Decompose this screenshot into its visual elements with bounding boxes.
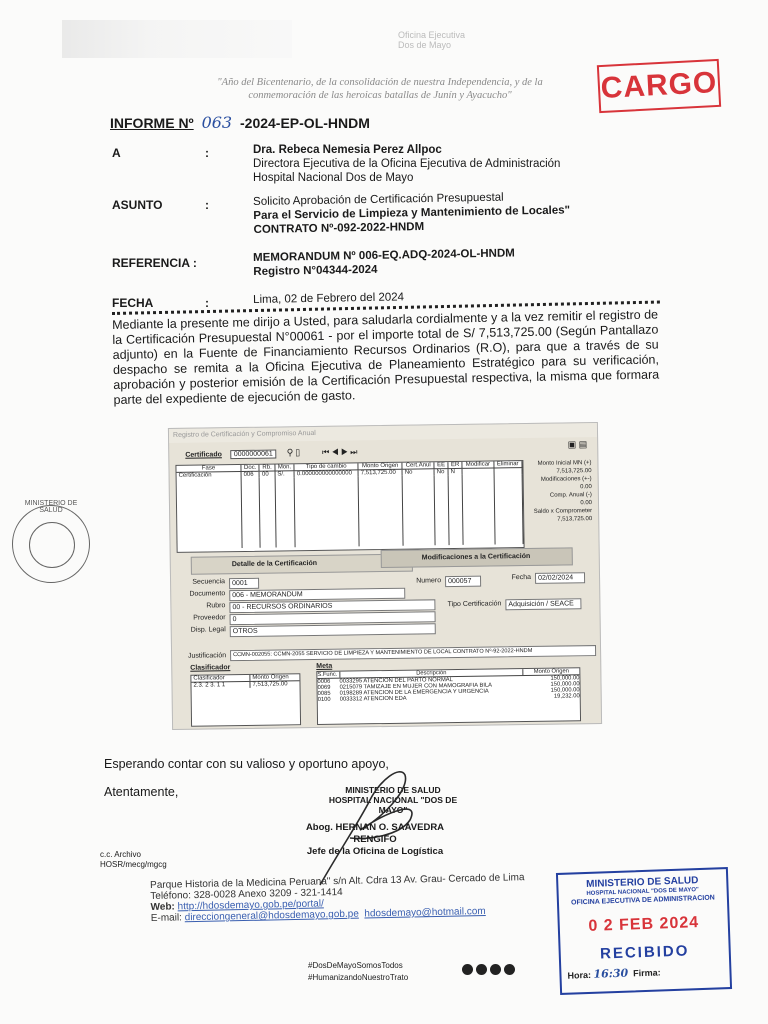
field-value-referencia [253, 246, 515, 279]
documento-label: Documento [189, 590, 226, 598]
meta-table [316, 667, 581, 725]
field-label-a: A [112, 146, 121, 160]
justificacion-label: Justificación [187, 652, 227, 660]
amount-value: 0.00 [580, 484, 592, 491]
meta-cell: 0085 [317, 690, 331, 697]
amount-label: Monto Inicial MN (+) [537, 460, 592, 467]
cc-block [100, 850, 167, 870]
grid-cell: 00 [259, 471, 274, 478]
disp-legal-field: OTROS [230, 623, 436, 637]
report-label: INFORME Nº [110, 115, 194, 131]
tipo-cert-label: Tipo Certificación [447, 600, 502, 609]
twitter-icon[interactable] [476, 964, 487, 975]
stamp-hora-firma [567, 965, 661, 981]
grid-cell: No [402, 469, 434, 476]
amount-value: 0.00 [580, 500, 593, 507]
subject-line3: CONTRATO Nº-092-2022-HNDM [253, 221, 425, 236]
grid-header: Rb. [259, 465, 274, 472]
field-label-referencia: REFERENCIA : [112, 256, 197, 270]
secuencia-field: 0001 [229, 578, 259, 589]
grid-cell: Certificación [177, 472, 242, 479]
amount-label: Modificaciones (+-) [540, 476, 592, 483]
header-office-name [398, 30, 465, 50]
secuencia-label: Secuencia [192, 578, 226, 586]
tab-modificaciones[interactable]: Modificaciones a la Certificación [381, 547, 573, 568]
seal-emblem-icon [29, 522, 75, 568]
footer-email-link[interactable]: direcciongeneral@hdosdemayo.gob.pe [184, 908, 359, 924]
hashtag: #DosDeMayoSomosTodos [308, 961, 403, 970]
cc-line2: HOSR/mecg/mgcg [100, 860, 167, 869]
report-suffix: -2024-EP-OL-HNDM [240, 115, 370, 131]
addressee-org: Hospital Nacional Dos de Mayo [253, 172, 414, 184]
clasificador-title: Clasificador [190, 664, 231, 672]
footer-phone: Teléfono: 328-0028 Anexo 3209 - 321-1414 [150, 886, 343, 902]
subject-line1: Solicito Aprobación de Certificación Presupuestal [253, 191, 504, 208]
meta-cell: 0033312 ATENCION EDA [339, 695, 407, 703]
meta-cell: 0215079 TAMIZAJE EN MUJER CON MAMOGRAFIA BILA [339, 682, 493, 691]
year-motto [170, 76, 590, 102]
body-paragraph: Mediante la presente me dirijo a Usted, para saludarla cordialmente y a la vez remitir el registro de la Certificación Presupuestal N°00061 - por el importe total de S/ 7,513,725.00 (Según Pantallazo adjunto) en la Fuente de Financiamiento Recursos Ordinarios (R.O), para que a través de su despacho se remita a la Oficina Ejecutiva de Planeamiento Estratégico para su verificación, aprobación y posterior emisión de la Certificación Presupuestal respectiva, la misma que formara parte del expediente de ejecución de gasto. [112, 307, 660, 407]
grid-cell: No [434, 469, 448, 476]
meta-cell: 0198289 ATENCION DE LA EMERGENCIA Y URGENCIA [339, 688, 489, 697]
grid-header: Fase [176, 465, 241, 472]
clasificador-table [190, 673, 301, 727]
colon: : [205, 296, 209, 310]
clasificador-header: Clasificador [191, 675, 250, 682]
footer-email-link-2[interactable]: hdosdemayo@hotmail.com [364, 905, 486, 920]
grid-header: Doc. [241, 465, 260, 472]
cargo-stamp: CARGO [597, 59, 721, 113]
footer-web-label: Web: [150, 901, 175, 913]
footer-email-label: E-mail: [150, 912, 183, 924]
header-office-line2: Dos de Mayo [398, 40, 452, 50]
field-label-fecha: FECHA [112, 296, 154, 310]
reference-line2: Registro N°04344-2024 [253, 263, 378, 278]
meta-cell: 150,000.00 [550, 687, 580, 694]
meta-header: Monto Origen [533, 668, 569, 675]
grid-header: Mon. [275, 464, 295, 471]
header-logo [62, 20, 292, 58]
grid-cell: S/. [275, 471, 295, 478]
document-icon: ▯ [295, 447, 301, 458]
disp-legal-label: Disp. Legal [190, 626, 226, 634]
stamp-line2: HOSPITAL NACIONAL "DOS DE MAYO" [586, 887, 699, 897]
grid-cell: N [448, 468, 462, 475]
signatory-name: Abog. HERNAN O. SAAVEDRA RENGIFO [305, 822, 445, 845]
hashtags [308, 960, 408, 984]
screenshot-title: Registro de Certificación y Compromiso Anual [169, 423, 597, 443]
certificate-control [185, 446, 357, 459]
addressee-name: Dra. Rebeca Nemesia Perez Allpoc [253, 144, 442, 156]
colon: : [205, 146, 209, 160]
meta-cell: 0069 [317, 684, 331, 691]
report-number [110, 113, 370, 132]
reference-line1: MEMORANDUM Nº 006-EQ.ADQ-2024-OL-HNDM [253, 247, 515, 264]
addressee-title: Directora Ejecutiva de la Oficina Ejecutiva de Administración [253, 158, 561, 170]
certificate-number: 0000000061 [230, 450, 277, 460]
amount-value: 7,513,725.00 [556, 468, 592, 475]
nav-arrows-icon: ⏮ ◀ ▶ ⏭ [322, 447, 358, 457]
grid-header: Monto Origen [358, 463, 402, 470]
tipo-cert-field: Adquisición / SEACE [505, 598, 581, 610]
stamp-firma-label: Firma: [633, 967, 661, 979]
meta-cell: 150,000.00 [550, 681, 580, 688]
proveedor-field: 0 [230, 611, 436, 625]
motto-line1: "Año del Bicentenario, de la consolidación de nuestra Independencia, y de la [217, 77, 543, 88]
closing-greeting: Esperando contar con su valioso y oportuno apoyo, [104, 757, 389, 771]
amount-label: Comp. Anual (-) [549, 492, 592, 499]
search-icon: ⚲ [286, 447, 294, 458]
subject-line2: Para el Servicio de Limpieza y Mantenimiento de Locales" [253, 204, 571, 222]
grid-header: Modificar [462, 461, 493, 468]
stamp-recibido: RECIBIDO [599, 942, 690, 963]
certification-screenshot [168, 422, 602, 730]
hashtag: #HumanizandoNuestroTrato [308, 973, 409, 982]
signatory [290, 822, 460, 858]
seal-text: MINISTERIO DE SALUD [24, 500, 78, 514]
meta-header: S.Func. [317, 672, 340, 678]
grid-header: Eliminar [493, 461, 522, 468]
rubro-field: 00 - RECURSOS ORDINARIOS [229, 599, 435, 613]
clasificador-cell: 7,513,725.00 [252, 681, 288, 688]
grid-header: ER [448, 462, 462, 469]
tab-detalle[interactable]: Detalle de la Certificación [191, 554, 413, 575]
rubro-label: Rubro [206, 602, 226, 610]
amounts-panel [529, 459, 592, 524]
meta-cell: 0006 [317, 678, 331, 685]
grid-header: EE [434, 462, 448, 469]
certificate-grid [175, 460, 524, 553]
stamp-hora-value: 16:30 [593, 966, 629, 981]
stamp-hora-label: Hora: [567, 969, 592, 981]
amount-label: Saldo x Comprometer [533, 508, 593, 515]
documento-field: 006 - MEMORANDUM [229, 588, 405, 601]
field-value-a [253, 143, 560, 185]
meta-title: Meta [316, 662, 333, 670]
clasificador-cell: 2.3. 2 3. 1 1 [191, 682, 250, 689]
grid-header: Cert.Anul [402, 462, 434, 469]
instagram-icon[interactable] [490, 964, 501, 975]
justificacion-field: CCMN-002055: CCMN-2055 SERVICIO DE LIMPIEZA Y MANTENIMIENTO DE LOCAL CONTRATO Nº-92-2022-HNDM [230, 645, 596, 661]
screenshot-window-icons: ▣ ▤ [567, 439, 588, 450]
certificate-label: Certificado [185, 451, 222, 459]
received-stamp [556, 867, 732, 995]
closing-atentamente: Atentamente, [104, 785, 179, 799]
sig-org-line1: MINISTERIO DE SALUD [345, 785, 441, 795]
field-value-asunto [253, 189, 570, 237]
grid-cell: 7,513,725.00 [358, 469, 402, 476]
stamp-line1: MINISTERIO DE SALUD [586, 875, 699, 890]
fecha-label: Fecha [511, 573, 532, 582]
field-label-asunto: ASUNTO [112, 198, 163, 212]
ministry-seal [12, 500, 90, 583]
footer-contact [150, 872, 525, 924]
report-handwritten-number: 063 [201, 113, 233, 132]
grid-header: Tipo de cambio [294, 463, 358, 470]
clasificador-header: Monto Origen [252, 674, 289, 681]
sig-org-line2: HOSPITAL NACIONAL "DOS DE MAYO" [328, 795, 458, 815]
grid-cell: 0.000000000000000 [294, 470, 358, 477]
meta-cell: 0033295 ATENCION DEL PARTO NORMAL [339, 677, 453, 685]
header-office-line1: Oficina Ejecutiva [398, 30, 466, 40]
stamp-line3: OFICINA EJECUTIVA DE ADMINISTRACION [570, 894, 715, 907]
facebook-icon[interactable] [462, 964, 473, 975]
footer-web-link[interactable]: http://hdosdemayo.gob.pe/portal/ [177, 898, 324, 913]
grid-cell: 006 [241, 471, 260, 478]
meta-header: Descripción [340, 669, 523, 678]
meta-cell: 150,000.00 [550, 675, 580, 682]
numero-label: Numero [416, 577, 442, 585]
signatory-title: Jefe de la Oficina de Logística [306, 846, 444, 857]
meta-cell: 19,232.00 [553, 693, 580, 700]
proveedor-label: Proveedor [193, 614, 226, 622]
cc-line1: c.c. Archivo [100, 850, 141, 859]
colon: : [205, 198, 209, 212]
social-icons [462, 962, 518, 980]
footer-address: Parque Historia de la Medicina Peruana" s/n Alt. Cdra 13 Av. Grau- Cercado de Lima [150, 872, 525, 891]
stamp-date: 0 2 FEB 2024 [588, 914, 700, 935]
fecha-field: 02/02/2024 [535, 572, 585, 584]
amount-value: 7,513,725.00 [557, 516, 593, 523]
field-value-fecha: Lima, 02 de Febrero del 2024 [253, 291, 405, 306]
numero-field: 000057 [445, 576, 481, 588]
youtube-icon[interactable] [504, 964, 515, 975]
motto-line2: conmemoración de las heroicas batallas de Junín y Ayacucho" [248, 90, 512, 101]
meta-cell: 0100 [317, 696, 331, 703]
